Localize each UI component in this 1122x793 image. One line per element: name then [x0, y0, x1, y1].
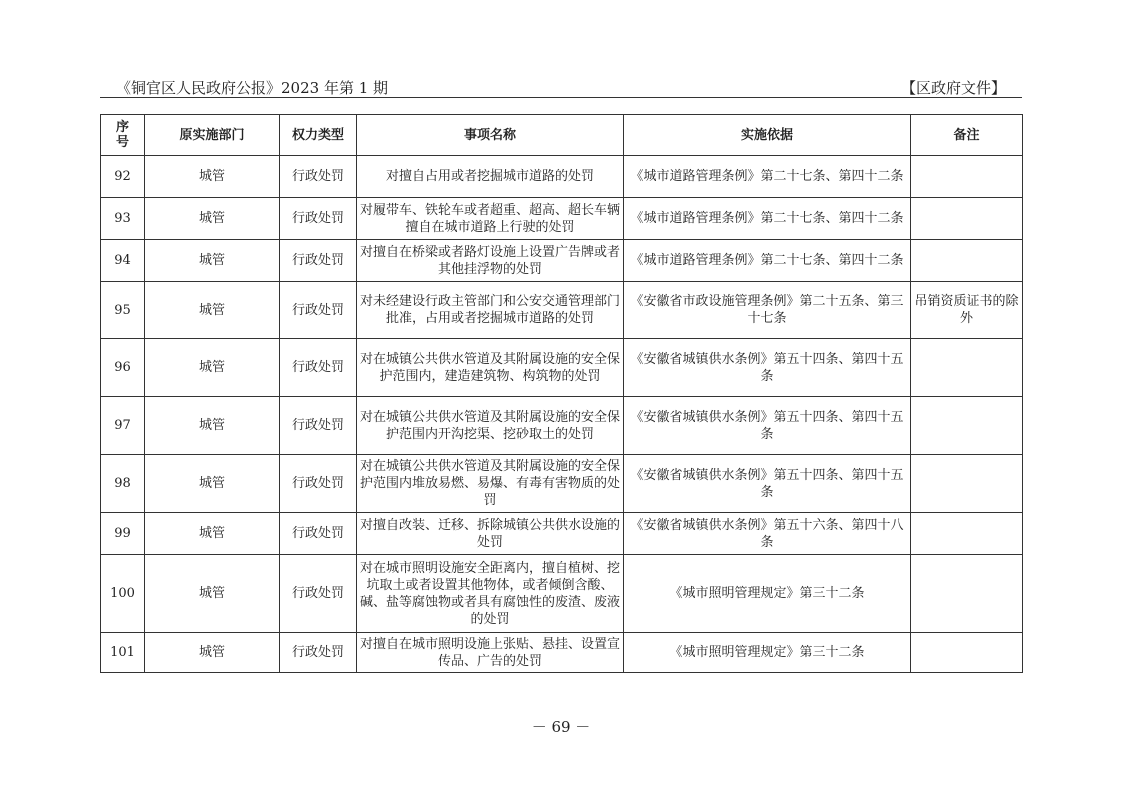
- cell-no: 94: [101, 240, 145, 282]
- cell-basis: 《安徽省城镇供水条例》第五十四条、第四十五条: [624, 455, 911, 513]
- cell-dept: 城管: [145, 240, 280, 282]
- cell-type: 行政处罚: [280, 198, 357, 240]
- table-row: [101, 455, 1023, 513]
- cell-type: 行政处罚: [280, 156, 357, 198]
- cell-no: 98: [101, 455, 145, 513]
- cell-matter: 对在城镇公共供水管道及其附属设施的安全保护范围内堆放易燃、易爆、有毒有害物质的处罚: [357, 455, 624, 513]
- cell-note: [911, 455, 1023, 513]
- column-header-matter: 事项名称: [357, 115, 624, 156]
- cell-matter: 对擅自占用或者挖掘城市道路的处罚: [357, 156, 624, 198]
- cell-dept: 城管: [145, 555, 280, 633]
- column-header-dept: 原实施部门: [145, 115, 280, 156]
- cell-basis: 《城市照明管理规定》第三十二条: [624, 633, 911, 673]
- header-divider: [100, 97, 1022, 98]
- cell-no: 97: [101, 397, 145, 455]
- column-header-no: [101, 115, 145, 156]
- column-header-type: 权力类型: [280, 115, 357, 156]
- cell-basis: 《城市道路管理条例》第二十七条、第四十二条: [624, 156, 911, 198]
- cell-no: 96: [101, 339, 145, 397]
- table-row: [101, 555, 1023, 633]
- cell-no: 101: [101, 633, 145, 673]
- cell-matter: 对擅自改装、迁移、拆除城镇公共供水设施的处罚: [357, 513, 624, 555]
- cell-basis: 《城市道路管理条例》第二十七条、第四十二条: [624, 198, 911, 240]
- cell-no: 95: [101, 282, 145, 339]
- cell-matter: 对未经建设行政主管部门和公安交通管理部门批准，占用或者挖掘城市道路的处罚: [357, 282, 624, 339]
- cell-dept: 城管: [145, 198, 280, 240]
- section-label: 【区政府文件】: [900, 79, 1006, 97]
- cell-basis: 《安徽省市政设施管理条例》第二十五条、第三十七条: [624, 282, 911, 339]
- cell-type: 行政处罚: [280, 455, 357, 513]
- page-number: － 69 －: [531, 718, 591, 736]
- cell-matter: 对擅自在桥梁或者路灯设施上设置广告牌或者其他挂浮物的处罚: [357, 240, 624, 282]
- column-header-basis: 实施依据: [624, 115, 911, 156]
- column-header-label: 序号: [115, 120, 129, 150]
- cell-note: [911, 339, 1023, 397]
- cell-dept: 城管: [145, 282, 280, 339]
- cell-type: 行政处罚: [280, 282, 357, 339]
- table-row: [101, 339, 1023, 397]
- table-row: [101, 513, 1023, 555]
- authority-table: [100, 114, 1023, 673]
- cell-type: 行政处罚: [280, 240, 357, 282]
- cell-no: 99: [101, 513, 145, 555]
- cell-note: [911, 555, 1023, 633]
- table-header-row: [101, 115, 1023, 156]
- cell-basis: 《城市照明管理规定》第三十二条: [624, 555, 911, 633]
- cell-type: 行政处罚: [280, 633, 357, 673]
- cell-dept: 城管: [145, 633, 280, 673]
- cell-matter: 对履带车、铁轮车或者超重、超高、超长车辆擅自在城市道路上行驶的处罚: [357, 198, 624, 240]
- cell-note: [911, 156, 1023, 198]
- cell-dept: 城管: [145, 513, 280, 555]
- table-row: [101, 282, 1023, 339]
- cell-no: 92: [101, 156, 145, 198]
- cell-note: 吊销资质证书的除外: [911, 282, 1023, 339]
- cell-matter: 对在城市照明设施安全距离内，擅自植树、挖坑取土或者设置其他物体，或者倾倒含酸、碱、盐等腐蚀物或者具有腐蚀性的废渣、废液的处罚: [357, 555, 624, 633]
- cell-note: [911, 198, 1023, 240]
- cell-basis: 《安徽省城镇供水条例》第五十六条、第四十八条: [624, 513, 911, 555]
- table-row: [101, 633, 1023, 673]
- cell-dept: 城管: [145, 156, 280, 198]
- cell-matter: 对擅自在城市照明设施上张贴、悬挂、设置宣传品、广告的处罚: [357, 633, 624, 673]
- cell-dept: 城管: [145, 397, 280, 455]
- table-row: [101, 240, 1023, 282]
- cell-no: 93: [101, 198, 145, 240]
- cell-basis: 《安徽省城镇供水条例》第五十四条、第四十五条: [624, 397, 911, 455]
- cell-matter: 对在城镇公共供水管道及其附属设施的安全保护范围内，建造建筑物、构筑物的处罚: [357, 339, 624, 397]
- cell-note: [911, 513, 1023, 555]
- table-row: [101, 397, 1023, 455]
- table-row: [101, 156, 1023, 198]
- cell-basis: 《城市道路管理条例》第二十七条、第四十二条: [624, 240, 911, 282]
- cell-dept: 城管: [145, 339, 280, 397]
- cell-type: 行政处罚: [280, 555, 357, 633]
- cell-type: 行政处罚: [280, 513, 357, 555]
- cell-matter: 对在城镇公共供水管道及其附属设施的安全保护范围内开沟挖渠、挖砂取土的处罚: [357, 397, 624, 455]
- gazette-title: 《铜官区人民政府公报》2023 年第 1 期: [116, 79, 389, 97]
- cell-note: [911, 633, 1023, 673]
- cell-note: [911, 397, 1023, 455]
- cell-note: [911, 240, 1023, 282]
- cell-type: 行政处罚: [280, 339, 357, 397]
- cell-no: 100: [101, 555, 145, 633]
- table-row: [101, 198, 1023, 240]
- column-header-note: 备注: [911, 115, 1023, 156]
- cell-dept: 城管: [145, 455, 280, 513]
- cell-type: 行政处罚: [280, 397, 357, 455]
- cell-basis: 《安徽省城镇供水条例》第五十四条、第四十五条: [624, 339, 911, 397]
